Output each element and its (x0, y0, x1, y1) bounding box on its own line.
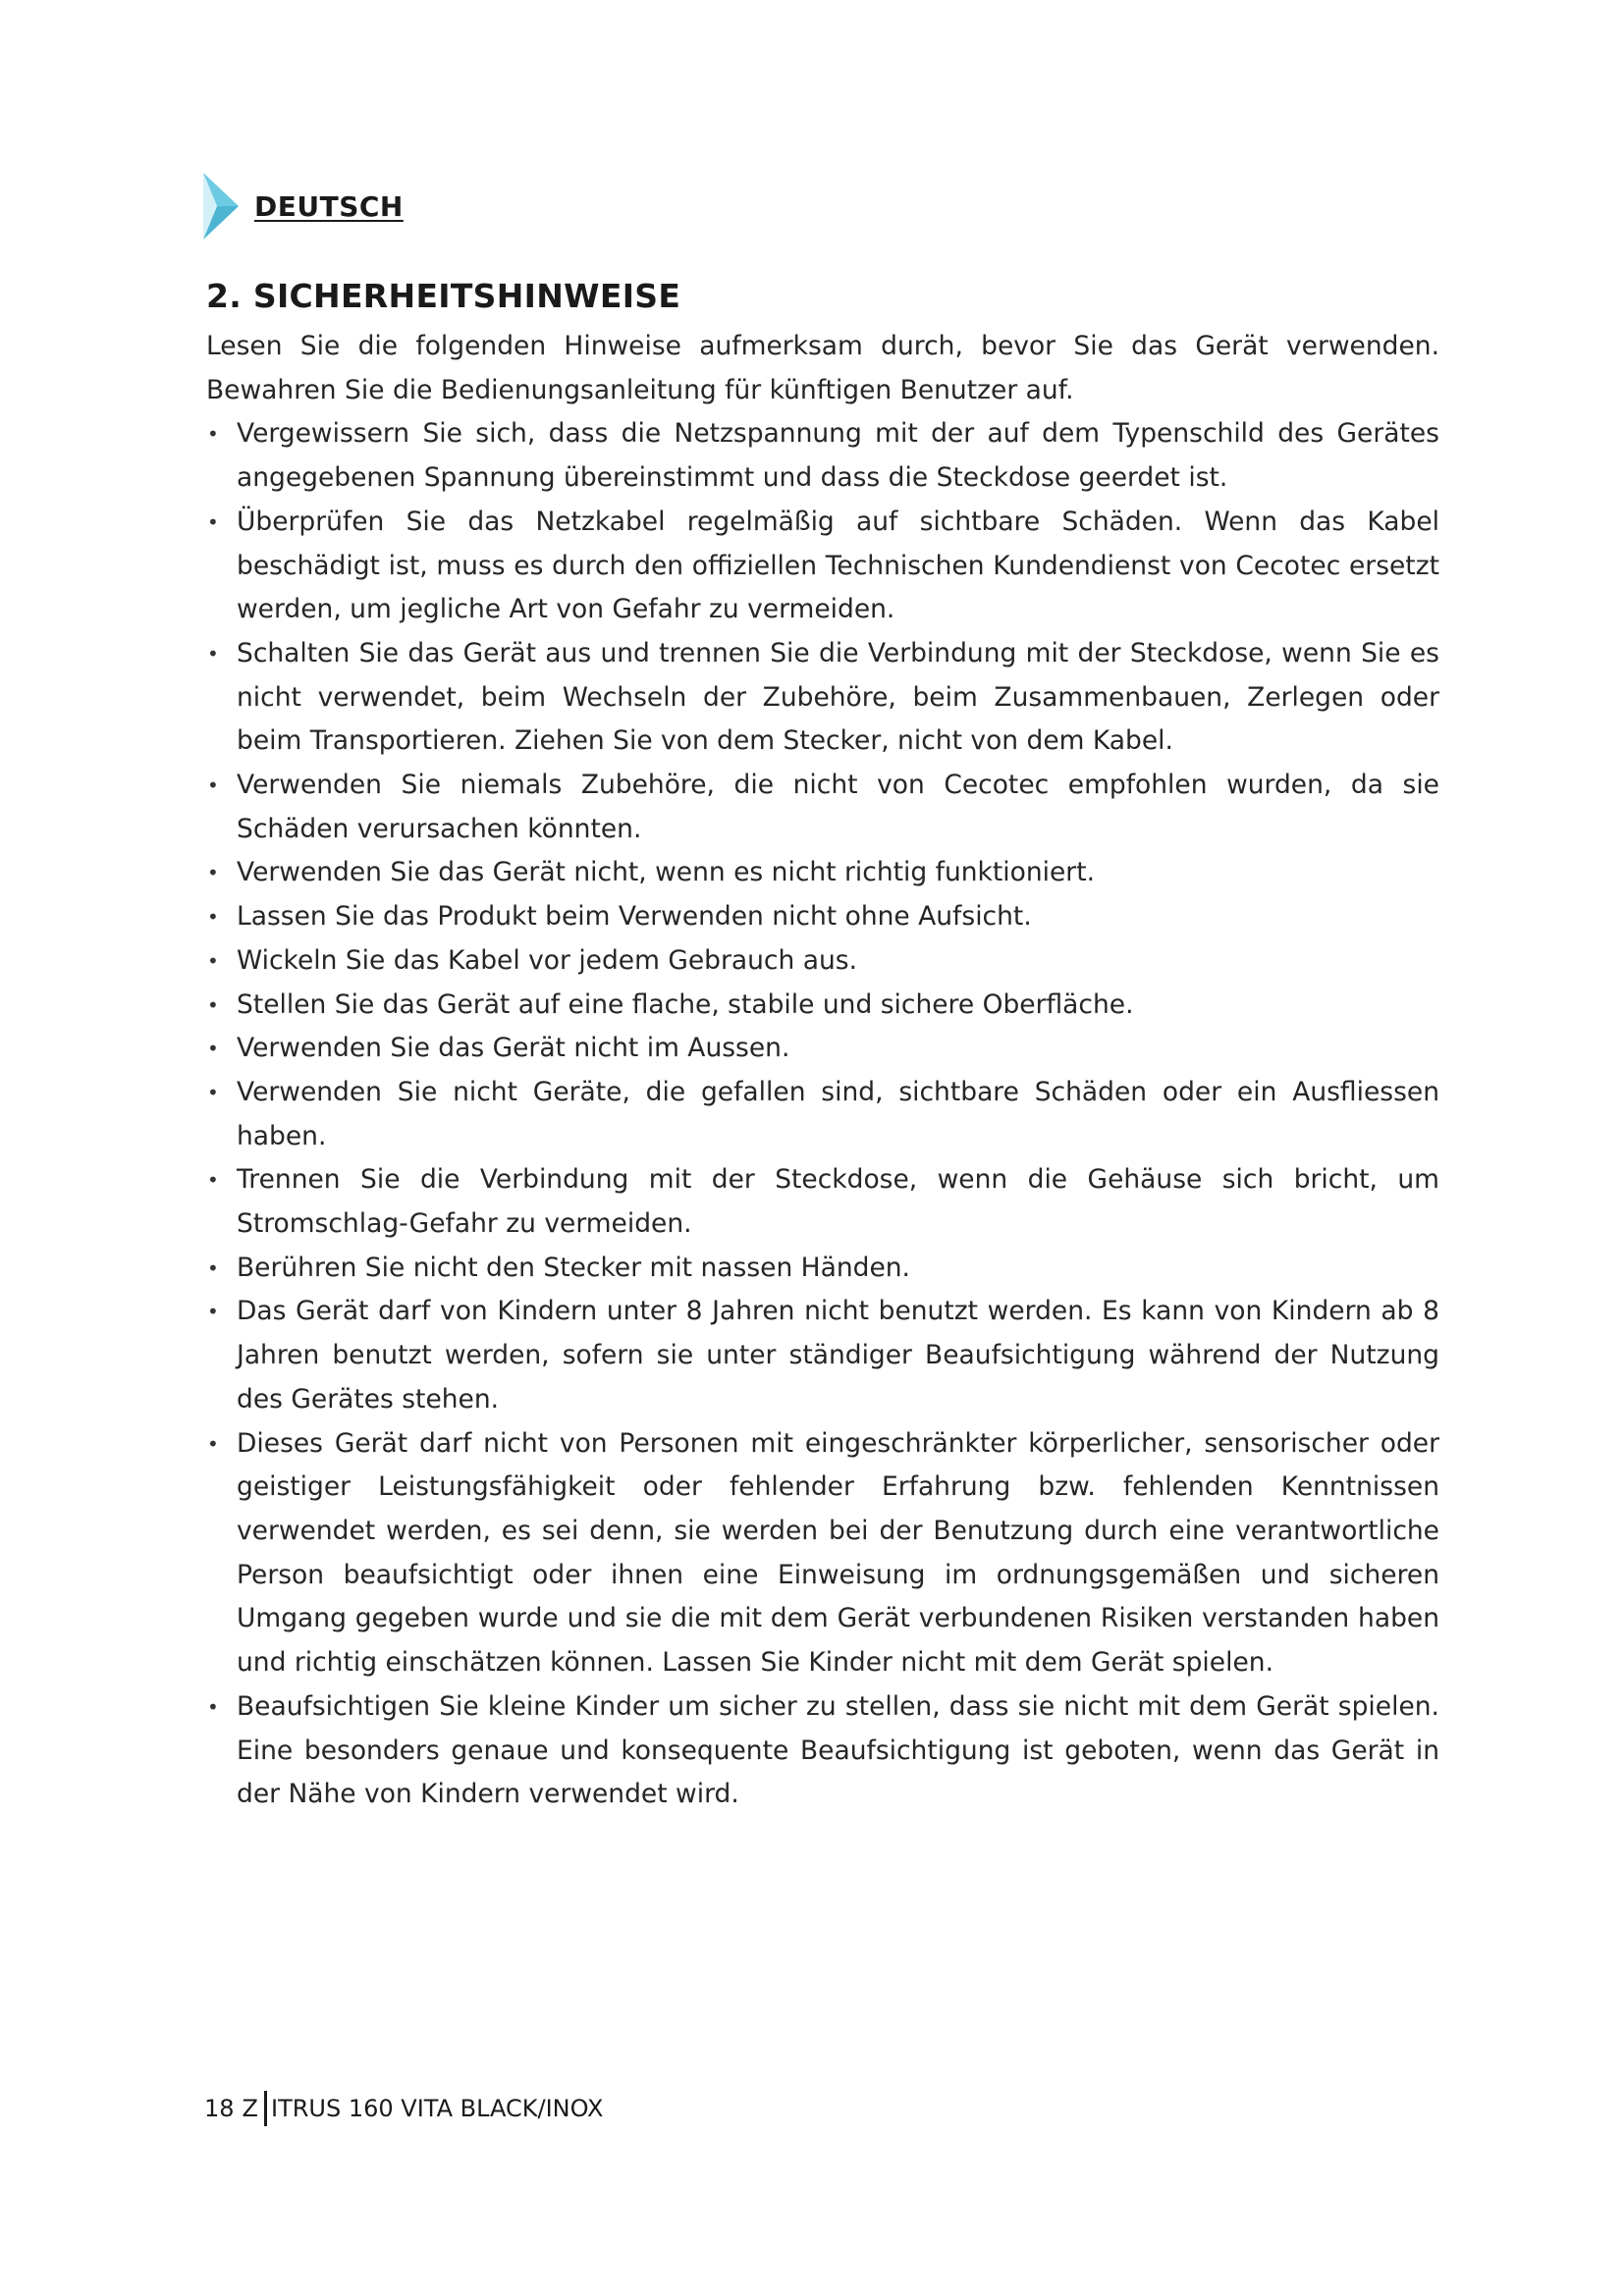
cecotec-chevron-icon (203, 173, 239, 240)
safety-item-broken-housing: • Trennen Sie die Verbindung mit der Steckdose, wenn die Gehäuse sich bricht, um Stromschlag-Gefahr zu vermeiden. (206, 1158, 1439, 1246)
page-number: 18 (204, 2095, 235, 2122)
safety-item-unplug: • Schalten Sie das Gerät aus und trennen Sie die Verbindung mit der Steckdose, wenn Sie es nicht verwendet, beim Wechseln der Zubehöre, beim Zusammenbauen, Zerlegen oder beim Transportieren. Ziehen Sie von dem Stecker, nicht von dem Kabel. (206, 632, 1439, 764)
page-footer (204, 2089, 603, 2128)
safety-item-damaged-device: • Verwenden Sie nicht Geräte, die gefallen sind, sichtbare Schäden oder ein Ausfliessen haben. (206, 1071, 1439, 1158)
product-name: ITRUS 160 VITA BLACK/INOX (271, 2095, 604, 2122)
product-name-prefix: Z (242, 2095, 258, 2122)
safety-item-flat-surface: • Stellen Sie das Gerät auf eine flache, stabile und sichere Oberfläche. (206, 984, 1439, 1028)
safety-item-outdoor: • Verwenden Sie das Gerät nicht im Aussen. (206, 1027, 1439, 1071)
language-header (203, 173, 404, 240)
intro-paragraph: Lesen Sie die folgenden Hinweise aufmerksam durch, bevor Sie das Gerät verwenden. Bewahren Sie die Bedienungsanleitung für künftigen Benutzer auf. (206, 331, 1439, 405)
safety-item-supervise-children: • Beaufsichtigen Sie kleine Kinder um sicher zu stellen, dass sie nicht mit dem Gerät spielen. Eine besonders genaue und konsequente Beaufsichtigung ist geboten, wenn das Gerät in der Nähe von Kindern verwendet wird. (206, 1685, 1439, 1817)
section-content (206, 325, 1439, 1817)
safety-item-unwind-cable: • Wickeln Sie das Kabel vor jedem Gebrauch aus. (206, 939, 1439, 984)
safety-item-cable-check: • Überprüfen Sie das Netzkabel regelmäßig auf sichtbare Schäden. Wenn das Kabel beschädigt ist, muss es durch den offiziellen Technischen Kundendienst von Cecotec ersetzt werden, um jegliche Art von Gefahr zu vermeiden. (206, 501, 1439, 632)
footer-divider (264, 2091, 267, 2126)
language-label: DEUTSCH (254, 189, 404, 223)
safety-item-reduced-capabilities: • Dieses Gerät darf nicht von Personen mit eingeschränkter körperlicher, sensorischer oder geistiger Leistungsfähigkeit oder fehlender Erfahrung bzw. fehlenden Kenntnissen verwendet werden, es sei denn, sie werden bei der Benutzung durch eine verantwortliche Person beaufsichtigt oder ihnen eine Einweisung im ordnungsgemäßen und sicheren Umgang gegeben wurde und sie die mit dem Gerät verbundenen Risiken verstanden haben und richtig einschätzen können. Lassen Sie Kinder nicht mit dem Gerät spielen. (206, 1422, 1439, 1685)
safety-list (206, 412, 1439, 1817)
safety-item-voltage: • Vergewissern Sie sich, dass die Netzspannung mit der auf dem Typenschild des Gerätes angegebenen Spannung übereinstimmt und dass die Steckdose geerdet ist. (206, 412, 1439, 500)
section-title: 2. SICHERHEITSHINWEISE (206, 277, 681, 315)
safety-item-accessories: • Verwenden Sie niemals Zubehöre, die nicht von Cecotec empfohlen wurden, da sie Schäden verursachen könnten. (206, 764, 1439, 851)
safety-item-malfunction: • Verwenden Sie das Gerät nicht, wenn es nicht richtig funktioniert. (206, 851, 1439, 895)
safety-item-wet-hands: • Berühren Sie nicht den Stecker mit nassen Händen. (206, 1247, 1439, 1291)
safety-item-children-age: • Das Gerät darf von Kindern unter 8 Jahren nicht benutzt werden. Es kann von Kindern ab 8 Jahren benutzt werden, sofern sie unter ständiger Beaufsichtigung während der Nutzung des Gerätes stehen. (206, 1290, 1439, 1421)
safety-item-supervision: • Lassen Sie das Produkt beim Verwenden nicht ohne Aufsicht. (206, 895, 1439, 939)
